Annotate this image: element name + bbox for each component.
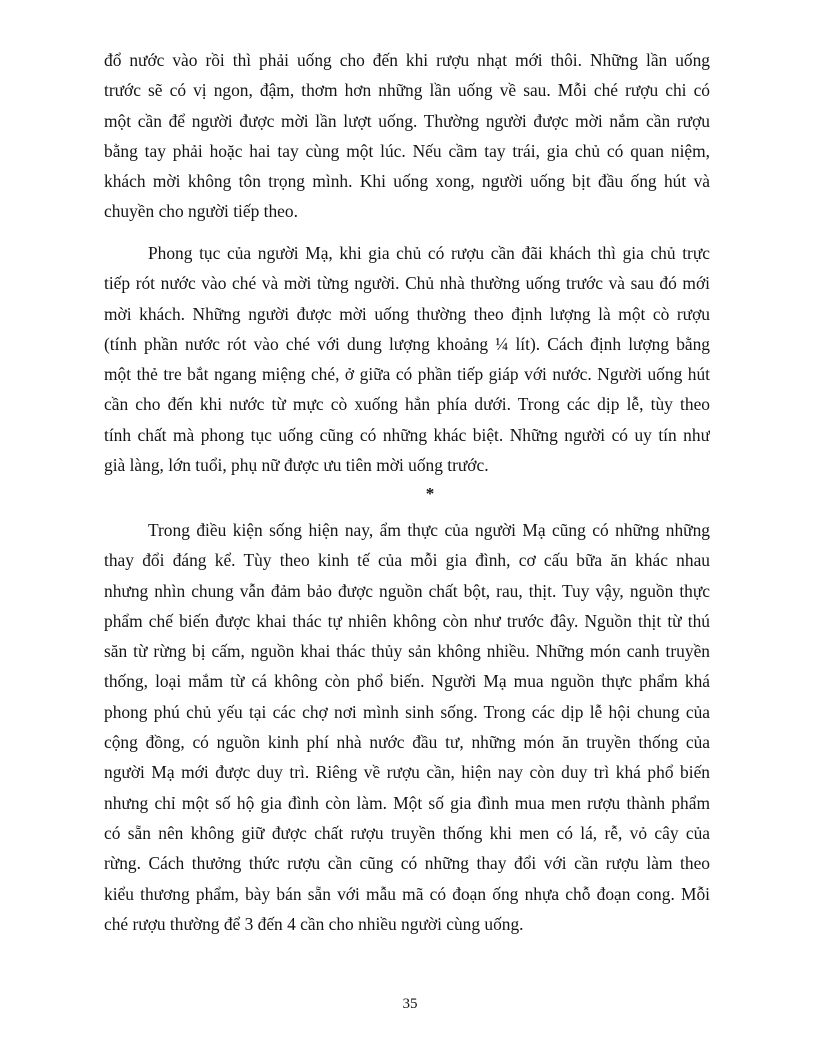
page-number: 35 [402, 996, 418, 1012]
text-line: có sẵn nên không giữ được chất rượu truyền thống khi men có lá, rễ, vỏ cây của [104, 822, 710, 843]
text-line: mời khách. Những người được mời uống thường theo định lượng là một cò rượu [104, 303, 710, 324]
text-line: trước sẽ có vị ngon, đậm, thơm hơn những lần uống về sau. Mỗi ché rượu chi có [104, 80, 710, 101]
paragraph [104, 238, 710, 480]
text-line: phẩm chế biến được khai thác tự nhiên không còn như trước đây. Nguồn thịt từ thú [104, 610, 710, 631]
text-line: phong phú chủ yếu tại các chợ nơi mình sinh sống. Trong các dịp lễ hội chung của [104, 701, 710, 722]
text-line: (tính phần nước rót vào ché với dung lượng khoảng ¼ lít). Cách định lượng bằng [104, 333, 710, 354]
text-line: tính chất mà phong tục uống cũng có những khác biệt. Những người có uy tín như [104, 424, 710, 445]
text-line: Trong điều kiện sống hiện nay, ẩm thực của người Mạ cũng có những những [148, 520, 710, 540]
text-line: Phong tục của người Mạ, khi gia chủ có rượu cần đãi khách thì gia chủ trực [148, 243, 710, 263]
text-line: rừng. Cách thưởng thức rượu cần cũng có những thay đổi với cần rượu làm theo [104, 853, 710, 874]
text-line: nhưng nhìn chung vẫn đảm bảo được nguồn chất bột, rau, thịt. Tuy vậy, nguồn thực [104, 580, 710, 601]
text-line: tiếp rót nước vào ché và mời từng người. Chủ nhà thường uống trước và sau đó mới [104, 273, 710, 294]
text-line: thống, loại mắm từ cá không còn phổ biến. Người Mạ mua nguồn thực phẩm khá [104, 671, 710, 692]
text-line: chuyền cho người tiếp theo. [104, 201, 298, 222]
paragraph [104, 515, 710, 939]
text-line: người Mạ mới được duy trì. Riêng về rượu cần, hiện nay còn duy trì khá phổ biến [104, 762, 710, 783]
paragraph [104, 45, 710, 227]
text-line: một thẻ tre bắt ngang miệng ché, ở giữa có phần tiếp giáp với nước. Người uống hút [104, 364, 710, 385]
text-line: cộng đồng, có nguồn kinh phí nhà nước đầu tư, những món ăn truyền thống của [104, 732, 710, 753]
text-line: đổ nước vào rồi thì phải uống cho đến khi rượu nhạt mới thôi. Những lần uống [104, 50, 710, 70]
text-line: già làng, lớn tuổi, phụ nữ được ưu tiên mời uống trước. [104, 455, 489, 476]
text-line: ché rượu thường để 3 đến 4 cần cho nhiều người cùng uống. [104, 913, 524, 934]
text-line: bằng tay phải hoặc hai tay cùng một lúc. Nếu cầm tay trái, gia chủ có quan niệm, [104, 140, 710, 161]
text-line: thay đổi đáng kể. Tùy theo kinh tế của mỗi gia đình, cơ cấu bữa ăn khác nhau [104, 550, 710, 571]
text-line: kiểu thương phẩm, bày bán sẵn với mẫu mã có đoạn ống nhựa chỗ đoạn cong. Mỗi [104, 883, 710, 904]
text-line: săn từ rừng bị cấm, nguồn khai thác thủy sản không nhiều. Những món canh truyền [104, 641, 710, 662]
text-line: một cần để người được mời lần lượt uống. Thường người được mời nắm cần rượu [104, 110, 710, 131]
section-separator: * [425, 484, 435, 503]
text-line: khách mời không tôn trọng mình. Khi uống xong, người uống bịt đầu ống hút và [104, 171, 710, 192]
text-line: cần cho đến khi nước từ mực cò xuống hẳn phía dưới. Trong các dịp lễ, tùy theo [104, 394, 710, 415]
text-line: nhưng chỉ một số hộ gia đình còn làm. Một số gia đình mua men rượu thành phẩm [104, 792, 710, 813]
